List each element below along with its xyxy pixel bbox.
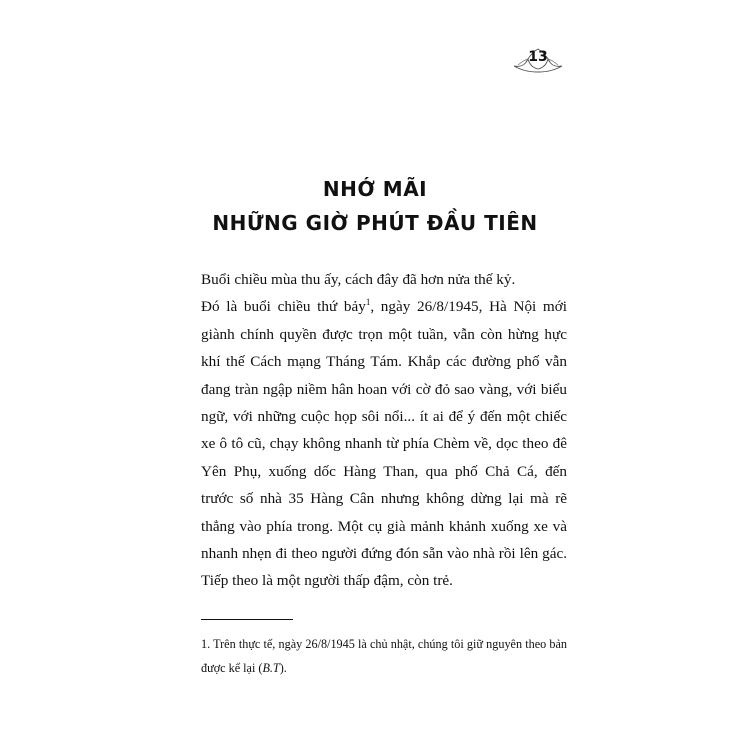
footnote-source: B.T (262, 661, 280, 675)
paragraph-2 (201, 293, 567, 594)
chapter-title-line-1: NHỚ MÃI (322, 177, 428, 201)
footnote (201, 632, 567, 680)
paragraph-1: Buổi chiều mùa thu ấy, cách đây đã hơn nửa thế kỷ. (201, 271, 516, 288)
chapter-title-line-2: NHỮNG GIỜ PHÚT ĐẦU TIÊN (212, 211, 538, 235)
footnote-close: ). (279, 661, 287, 675)
footnote-divider (201, 619, 293, 620)
footnote-text: 1. Trên thực tế, ngày 26/8/1945 là chủ nhật, chúng tôi giữ nguyên theo bản được kể lại ( (201, 637, 567, 675)
footnote-reference: 1 (365, 297, 371, 308)
body-text (201, 266, 567, 595)
page-number: 13 (528, 49, 548, 65)
paragraph-2-rest: , ngày 26/8/1945, Hà Nội mới giành chính quyền được trọn một tuần, vẫn còn hừng hực khí thế Cách mạng Tháng Tám. Khắp các đường phố vẫn đang tràn ngập niềm hân hoan với cờ đỏ sao vàng, với biểu ngữ, với những cuộc họp sôi nổi... ít ai để ý đến một chiếc xe ô tô cũ, chạy không nhanh từ phía Chèm về, dọc theo đê Yên Phụ, xuống dốc Hàng Than, qua phố Chả Cá, đến trước số nhà 35 Hàng Cân nhưng không dừng lại mà rẽ thẳng vào phía trong. Một cụ già mảnh khảnh xuống xe và nhanh nhẹn đi theo người đứng đón sẵn vào nhà rồi lên gác. Tiếp theo là một người thấp đậm, còn trẻ. (201, 298, 568, 590)
page-number-ornament (512, 48, 564, 74)
chapter-title (150, 172, 600, 240)
paragraph-2-start: Đó là buổi chiều thứ bảy (201, 298, 366, 316)
